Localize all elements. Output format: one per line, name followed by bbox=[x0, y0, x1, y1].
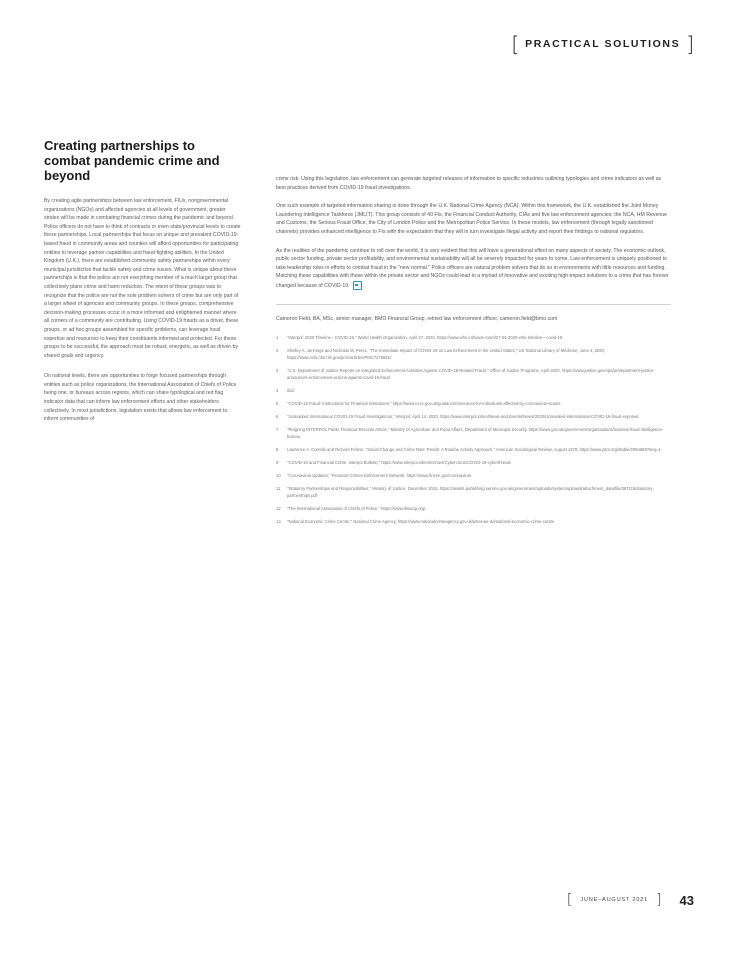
endnote-number: 11 bbox=[276, 486, 281, 491]
endnote-text: Shelley A. Jennings and Nicholas M. Perez, "The Immediate Impact of COVID-19 on Law Enforcement in the United States," US National Library of Medicine, June 4, 2020, https://www.ncbi.nlm.nih.gov/pmc/articles/PMC7275851/ bbox=[287, 348, 606, 360]
endnote-text: "Reigning INTERPOL Public Financial Records Article," Ministry of Agriculture and Rural Affairs, Department of Municipal Security, https://www.gov.uk/government/organisations/national-fraud-intelligence-bureau bbox=[287, 427, 664, 439]
endnote-number: 3 bbox=[276, 368, 279, 373]
endnote-text: "The International Association of Chiefs of Police," https://www.theiacp.org/ bbox=[287, 506, 426, 511]
endnote bbox=[276, 334, 671, 341]
header-close-bracket: ] bbox=[686, 32, 694, 56]
page-header bbox=[511, 34, 694, 54]
left-column bbox=[44, 138, 241, 436]
page-number: 43 bbox=[679, 892, 694, 908]
endnotes-list bbox=[276, 334, 671, 525]
endnote-number: 5 bbox=[276, 401, 279, 406]
article-section-title: Creating partnerships to combat pandemic crime and beyond bbox=[44, 138, 220, 183]
footer-close-bracket: ] bbox=[656, 892, 662, 908]
end-of-article-icon bbox=[353, 281, 362, 290]
endnote-number: 7 bbox=[276, 427, 279, 432]
endnote-text: "COVID-19 and Financial Crime: Interpol Bulletin," https://www.interpol.int/en/Crimes/Cybercrime/COVID-19-cyberthreats bbox=[287, 460, 511, 465]
author-bio: Cameron Field, BA, MSc, senior manager, BMO Financial Group, retired law enforcement officer, cameron.field@bmo.com bbox=[276, 316, 558, 323]
endnote-text: "Interpol: 2020 Timeline - COVID-19," World Health Organization, April 27, 2020, https://www.who.int/news-room/27-04-2020-who-timeline---covid-19 bbox=[287, 335, 563, 340]
endnote-text: "Coronavirus Updates," Financial Crimes Enforcement Network, https://www.fincen.gov/coronavirus bbox=[287, 473, 472, 478]
endnote bbox=[276, 347, 671, 361]
left-paragraph: On national levels, there are opportunities to forge focused partnerships through entities such as police organizations, the International Association of Chiefs of Police being one, or bureaus across regions, which can share typological and red flag indicator data that can inform law enforcement efforts and other stakeholders collectively. In most jurisdictions, legislation exists that allows law enforcement to inform communities of bbox=[44, 373, 237, 423]
endnote bbox=[276, 472, 671, 479]
endnote-text: Ibid. bbox=[287, 388, 295, 393]
endnote bbox=[276, 446, 671, 453]
right-paragraph: crime risk. Using this legislation, law enforcement can generate targeted releases of information to specific industries outlining typologies and crime indicators as well as best practices derived from COVID-19 fraud investigations. bbox=[276, 176, 662, 191]
right-paragraph: One such example of targeted information sharing is done through the U.K. National Crime Agency (NCA). Within this framework, the U.K. established the Joint Money Laundering Intelligence Taskforce (JMLIT). This group consists of 40 FIs, the Financial Conduct Authority, CIAs and five law enforcement agencies: the NCA, HM Revenue and Customs, the Serious Fraud Office, the City of London Police and the Metropolitan Police Service. In these models, law enforcement (through legally sanctioned channels) provides enhanced intelligence to FIs with the expectation that they will in turn investigate illegal activity and report their findings to national regulators. bbox=[276, 203, 667, 235]
endnote-text: Lawrence A. Corrella and Richard Felson, "Social Change and Crime Rate Trends: A Routine Activity Approach," American Sociological Review, August 1979, https://www.jstor.org/stable/2094589?seq=1 bbox=[287, 447, 661, 452]
endnote bbox=[276, 426, 671, 440]
page-footer bbox=[567, 892, 694, 908]
divider bbox=[276, 304, 671, 305]
endnote bbox=[276, 413, 671, 420]
issue-date: JUNE–AUGUST 2021 bbox=[580, 897, 649, 903]
endnote-number: 2 bbox=[276, 348, 279, 353]
endnote bbox=[276, 367, 671, 381]
endnote-number: 8 bbox=[276, 447, 279, 452]
endnote-number: 6 bbox=[276, 414, 279, 419]
endnote-number: 12 bbox=[276, 506, 281, 511]
endnote-number: 9 bbox=[276, 460, 279, 465]
right-paragraph-final bbox=[276, 247, 671, 291]
endnote bbox=[276, 387, 671, 394]
section-label: PRACTICAL SOLUTIONS bbox=[525, 38, 681, 50]
endnote bbox=[276, 518, 671, 525]
right-column bbox=[276, 175, 671, 531]
endnote bbox=[276, 485, 671, 499]
endnote-number: 4 bbox=[276, 388, 279, 393]
endnote-text: "COVID-19 Fraud: Instructions for Financial Institutions," https://www.ncsc.gov.uk/guidance/resources-for-individuals-affected-by-coronavirus-scams bbox=[287, 401, 561, 406]
endnote bbox=[276, 459, 671, 466]
right-paragraph-text: As the realities of the pandemic continue to roll over the world, it is very evident that this will have a generational effect on many aspects of society. The economic outlook, public sector funding, private sector profitability, and environmental sustainability will all be severely impacted for years to come. Law enforcement is uniquely positioned to take leadership roles in efforts to combat fraud in the "new normal." Police officers are natural problem solvers that do so in environments with little resources and funding. Matching these capabilities with those within the private sector and NGOs could lead to a myriad of innovative and exciting high-impact solutions to a crime that has forever changed because of COVID-19. bbox=[276, 247, 669, 289]
endnote bbox=[276, 400, 671, 407]
header-open-bracket: [ bbox=[511, 32, 520, 56]
endnote-text: "U.S. Department of Justice Reports on Integrated Enforcement Activities Against COVID-19-Related Fraud," Office of Justice Programs, April 2020, https://www.justice.gov/opa/pr/department-justice-announces-enforcement-actions-against-covid-19-fraud bbox=[287, 368, 655, 380]
endnote-number: 10 bbox=[276, 473, 281, 478]
endnote-number: 13 bbox=[276, 519, 281, 524]
left-paragraph: By creating agile partnerships between law enforcement, FIUs, nongovernmental organizations (NGOs) and affected agencies at all levels of government, greater strides will be made in combating financial crimes during the pandemic and beyond. Police officers do not have to think of contracts or even state/provincial levels to create these partnerships. Local partnerships that focus on unique and prevalent COVID-19-based fraud in community areas and counties will afford opportunities for participating entities to leverage partner capabilities and fraud-fighting abilities. In the United Kingdom (U.K.), there are established community safety partnerships within every municipal jurisdiction that tackle safety and crime issues. What is unique about these partnerships is that the police are not everything member of a much larger group that collectively plans crime and harm reduction. The intent of these groups was to recognize that the police are not the sole problem solvers of crime but are only part of a larger wheel of agencies and community groups. In these groups, comprehensive decision-making processes occur in a more informed and enlightened manner where all corners of a community are contributing. Using COVID-19 frauds as a driver, these groups, or ad hoc groups assembled for specific problems, can leverage local expertise and resources to keep their constituents informed and protected. For these groups to be successful, the approach must be robust, energetic, as well as driven by shared goals and urgency. bbox=[44, 198, 241, 359]
endnote-text: "Statutory Partnerships and Responsibilities," Ministry of Justice, December 2015, https://assets.publishing.service.gov.uk/government/uploads/system/uploads/attachment_data/file/387116/statutory-partnerships.pdf bbox=[287, 486, 654, 498]
endnote-number: 1 bbox=[276, 335, 279, 340]
endnote bbox=[276, 505, 671, 512]
endnote-text: "National Economic Crime Centre," National Crime Agency, https://www.nationalcrimeagency.gov.uk/what-we-do/national-economic-crime-centre bbox=[287, 519, 555, 524]
endnote-text: "Unmasked International COVID-19 Fraud Investigations," Interpol, April 14, 2020, https://www.interpol.int/en/News-and-Events/News/2020/Unmasked-international-COVID-19-fraud-exposed bbox=[287, 414, 639, 419]
footer-open-bracket: [ bbox=[566, 892, 573, 908]
